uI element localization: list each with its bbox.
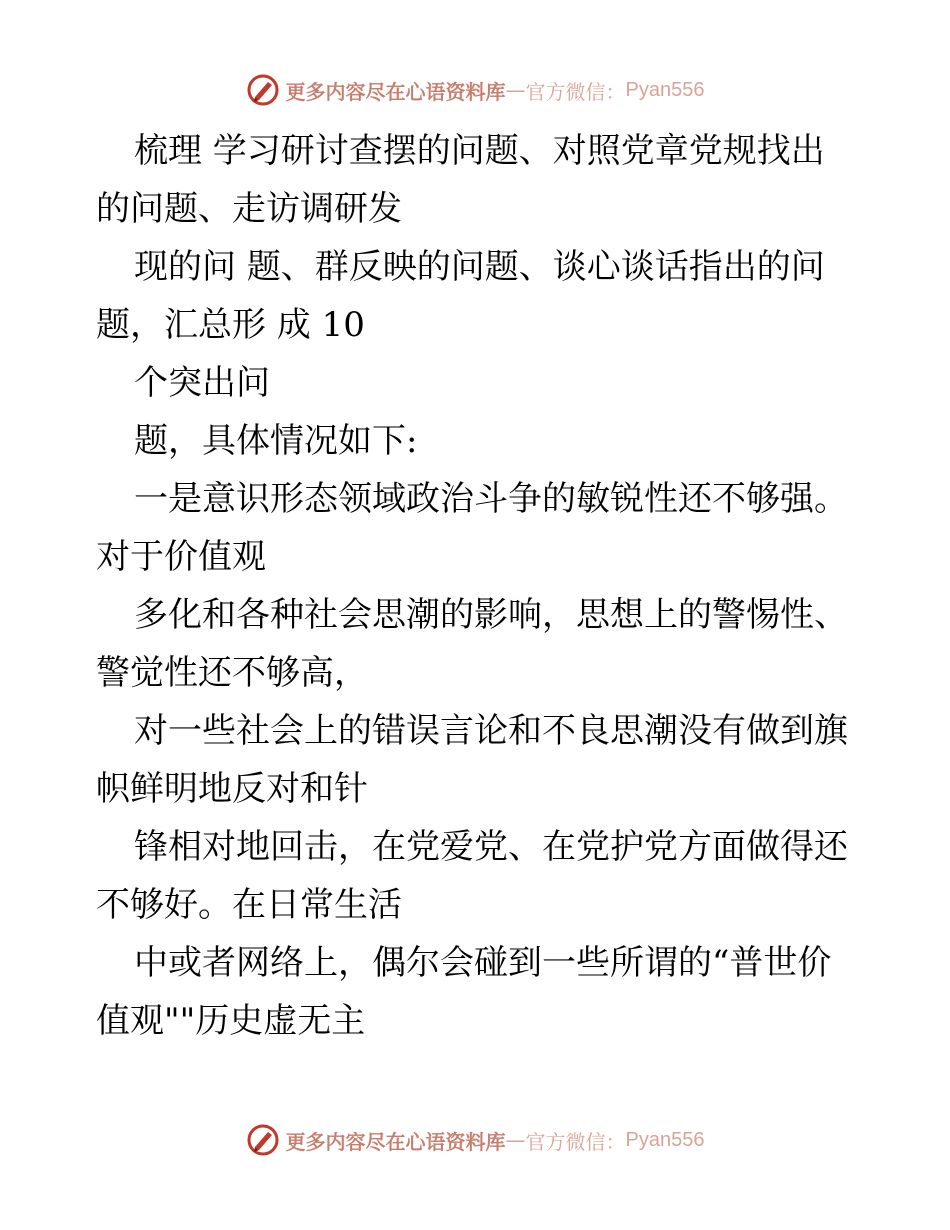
document-body	[96, 122, 866, 1050]
banner-text: 更多内容尽在心语资料库	[285, 1129, 506, 1154]
text-line: 对一些社会上的错误言论和不良思潮没有做到旗	[134, 711, 848, 751]
text-line: 现的问 题、群反映的问题、谈心谈话指出的问	[134, 247, 825, 287]
footer-banner	[0, 1120, 950, 1160]
text-line: 不够好。在日常生活	[96, 885, 402, 925]
text-line: 梳理 学习研讨查摆的问题、对照党章党规找出	[134, 131, 825, 171]
text-line: 对于价值观	[96, 537, 266, 577]
banner-separator: —	[505, 78, 526, 102]
text-line: 个突出问	[134, 363, 270, 403]
text-line: 题，具体情况如下:	[134, 421, 418, 461]
banner-separator: —	[505, 1128, 526, 1152]
text-line: 警觉性还不够高，	[96, 653, 368, 693]
text-line: 多化和各种社会思潮的影响，思想上的警惕性、	[134, 595, 848, 635]
header-banner	[0, 70, 950, 110]
text-line: 帜鲜明地反对和针	[96, 769, 368, 809]
text-line: 一是意识形态领域政治斗争的敏锐性还不够强。	[134, 479, 848, 519]
banner-wechat-label: 官方微信：	[525, 1129, 626, 1154]
banner-text: 更多内容尽在心语资料库	[285, 79, 506, 104]
text-line: 锋相对地回击，在党爱党、在党护党方面做得还	[134, 827, 848, 867]
pen-logo-icon	[246, 73, 280, 107]
banner-wechat-id: Pyan556	[625, 1128, 705, 1151]
text-line: 的问题、走访调研发	[96, 189, 402, 229]
text-line: 值观""历史虚无主	[96, 1001, 366, 1041]
text-line: 题，汇总形 成 10	[96, 305, 365, 345]
banner-wechat-id: Pyan556	[625, 78, 705, 101]
banner-wechat-label: 官方微信：	[525, 79, 626, 104]
pen-logo-icon	[246, 1123, 280, 1157]
text-line: 中或者网络上，偶尔会碰到一些所谓的“普世价	[134, 943, 832, 983]
